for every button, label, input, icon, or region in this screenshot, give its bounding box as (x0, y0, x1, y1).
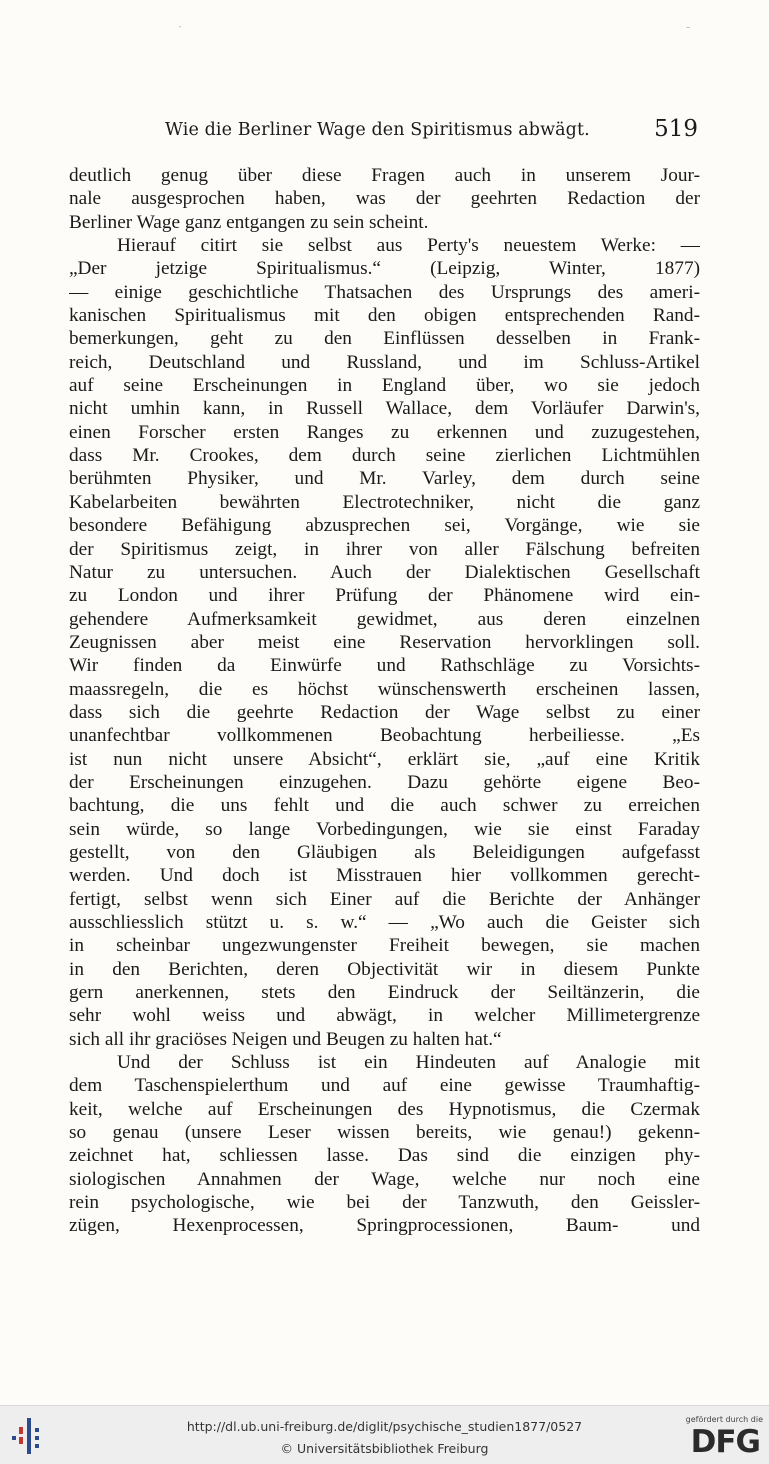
funding-caption: gefördert durch die (685, 1415, 763, 1424)
text-line: in den Berichten, deren Objectivität wir in diesem Punkte (69, 958, 700, 980)
text-line: deutlich genug über diese Fragen auch in unserem Jour- (69, 165, 700, 186)
text-line: zu London und ihrer Prüfung der Phänomene wird ein- (69, 585, 700, 607)
text-line: werden. Und doch ist Misstrauen hier vollkommen gerecht- (69, 865, 700, 887)
text-line: Natur zu untersuchen. Auch der Dialektischen Gesellschaft (69, 561, 700, 583)
scan-mark: · (178, 20, 182, 34)
text-line: unanfechtbar vollkommenen Beobachtung herbeiliesse. „Es (69, 725, 700, 747)
running-header (165, 116, 700, 146)
text-line: maassregeln, die es höchst wünschenswerth erscheinen lassen, (69, 678, 700, 700)
running-title: Wie die Berliner Wage den Spiritismus abwägt. (165, 120, 590, 140)
text-line: „Der jetzige Spiritualismus.“ (Leipzig, Winter, 1877) (69, 258, 700, 280)
text-line: besondere Befähigung abzusprechen sei, Vorgänge, wie sie (69, 515, 700, 537)
text-line: dem Taschenspielerthum und auf eine gewisse Traumhaftig- (69, 1075, 700, 1097)
text-line: der Spiritismus zeigt, in ihrer von aller Fälschung befreiten (69, 538, 700, 560)
text-line: bachtung, die uns fehlt und die auch schwer zu erreichen (69, 795, 700, 817)
text-line: nicht umhin kann, in Russell Wallace, dem Vorläufer Darwin's, (69, 398, 700, 420)
text-line: Zeugnissen aber meist eine Reservation hervorklingen soll. (69, 631, 700, 653)
text-line: reich, Deutschland und Russland, und im Schluss-Artikel (69, 351, 700, 373)
permalink-url[interactable]: http://dl.ub.uni-freiburg.de/diglit/psychische_studien1877/0527 (186, 1419, 583, 1434)
text-line: ist nun nicht unsere Absicht“, erklärt sie, „auf eine Kritik (69, 748, 700, 770)
viewer-footer (0, 1405, 769, 1464)
text-line: sein würde, so lange Vorbedingungen, wie sie einst Faraday (69, 818, 700, 840)
text-line: gestellt, von den Gläubigen als Beleidigungen aufgefasst (69, 841, 700, 863)
text-line: einen Forscher ersten Ranges zu erkennen und zuzugestehen, (69, 421, 700, 443)
text-line: rein psychologische, wie bei der Tanzwuth, den Geissler- (69, 1192, 700, 1214)
scan-mark: - (686, 20, 691, 34)
text-line: dass sich die geehrte Redaction der Wage selbst zu einer (69, 701, 700, 723)
text-line: in scheinbar ungezwungenster Freiheit bewegen, sie machen (69, 935, 700, 957)
text-line: zeichnet hat, schliessen lasse. Das sind die einzigen phy- (69, 1145, 700, 1167)
text-line: Berliner Wage ganz entgangen zu sein scheint. (69, 211, 429, 233)
text-line: dass Mr. Crookes, dem durch seine zierlichen Lichtmühlen (69, 445, 700, 467)
text-line: gern anerkennen, stets den Eindruck der Seiltänzerin, die (69, 982, 700, 1004)
text-line: — einige geschichtliche Thatsachen des Ursprungs des ameri- (69, 281, 700, 303)
text-line: so genau (unsere Leser wissen bereits, wie genau!) gekenn- (69, 1122, 700, 1144)
text-line: sich all ihr graciöses Neigen und Beugen zu halten hat.“ (69, 1028, 502, 1050)
body-text (69, 164, 700, 1238)
text-line: fertigt, selbst wenn sich Einer auf die Berichte der Anhänger (69, 888, 700, 910)
text-line: Kabelarbeiten bewährten Electrotechniker, nicht die ganz (69, 491, 700, 513)
text-line: Hierauf citirt sie selbst aus Perty's neuestem Werke: — (117, 235, 700, 257)
page-number: 519 (654, 116, 698, 142)
text-line: keit, welche auf Erscheinungen des Hypnotismus, die Czermak (69, 1098, 700, 1120)
text-line: zügen, Hexenprocessen, Springprocessionen, Baum- und (69, 1215, 700, 1237)
text-line: Wir finden da Einwürfe und Rathschläge zu Vorsichts- (69, 655, 700, 677)
text-line: nale ausgesprochen haben, was der geehrten Redaction der (69, 188, 700, 210)
text-line: auf seine Erscheinungen in England über, wo sie jedoch (69, 375, 700, 397)
text-line: sehr wohl weiss und abwägt, in welcher Millimetergrenze (69, 1005, 700, 1027)
text-line: bemerkungen, geht zu den Einflüssen desselben in Frank- (69, 328, 700, 350)
text-line: ausschliesslich stützt u. s. w.“ — „Wo auch die Geister sich (69, 912, 700, 933)
text-line: Und der Schluss ist ein Hindeuten auf Analogie mit (117, 1052, 700, 1074)
dfg-logo: DFG (690, 1424, 760, 1460)
text-line: der Erscheinungen einzugehen. Dazu gehörte eigene Beo- (69, 771, 700, 793)
copyright-notice: © Universitätsbibliothek Freiburg (280, 1441, 489, 1456)
text-line: gehendere Aufmerksamkeit gewidmet, aus deren einzelnen (69, 608, 700, 630)
text-line: kanischen Spiritualismus mit den obigen entsprechenden Rand- (69, 305, 700, 327)
text-line: berühmten Physiker, und Mr. Varley, dem durch seine (69, 468, 700, 490)
text-line: siologischen Annahmen der Wage, welche nur noch eine (69, 1168, 700, 1190)
